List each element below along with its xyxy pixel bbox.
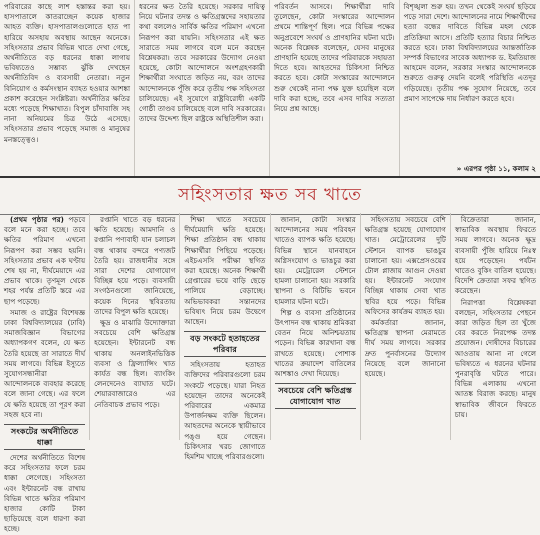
- top-article-column-3: [270, 0, 400, 176]
- top-article-text-2: ধরনের ক্ষত তৈরি হয়েছে। সরকার দায়িত্ব নিয়ে ঘটনার তদন্ত ও ক্ষতিগ্রস্তদের সহায়তার কথা বললেও সার্বিক ক্ষতির পরিমাণ এখনো নিরূপণ করা যায়নি। সহিংসতার এই ক্ষত সারাতে সময় লাগবে বলে মনে করছেন বিশ্লেষকরা। তবে সরকারের উদ্যোগ নেওয়া হয়েছে, কোটা আন্দোলনে অংশগ্রহণকারী শিক্ষার্থীরা সংঘাতে জড়িত নয়, বরং তাদের আন্দোলনকে পুঁজি করে তৃতীয় পক্ষ সহিংসতা চালিয়েছে। এই সুযোগে রাষ্ট্রবিরোধী একটি গোষ্ঠী তাণ্ডব চালিয়েছে বলে দাবি সরকারের। তাদের উদ্দেশ্য ছিল রাষ্ট্রকে অস্থিতিশীল করা।: [139, 2, 265, 124]
- top-article-column-4: [400, 0, 540, 176]
- body-column-6: [451, 213, 540, 440]
- body-column-5: [361, 213, 451, 440]
- subhead-transport: সবচেয়ে বেশি ক্ষতিগ্রস্ত যোগাযোগ খাত: [278, 385, 352, 407]
- paragraph: বিক্রেতারা জানান, স্বাভাবিক অবস্থায় ফিরতে সময় লাগবে। অনেক ক্ষুদ্র ব্যবসায়ী পুঁজি হারিয়ে নিঃস্ব হয়ে পড়েছেন। পর্যটন খাতেও বুকিং বাতিল হয়েছে। বিদেশি ক্রেতারা সফর স্থগিত করেছেন।: [454, 215, 537, 296]
- paragraph: সহিংসতায় সবচেয়ে বেশি ক্ষতিগ্রস্ত হয়েছে যোগাযোগ খাত। মেট্রোরেলের দুটি স্টেশনে ব্যাপক ভাঙচুর চালানো হয়। এক্সপ্রেসওয়ের টোল প্লাজায় আগুন দেওয়া হয়। ইন্টারনেট সংযোগ বিচ্ছিন্ন থাকায় সেবা খাত স্থবির হয়ে পড়ে। বিভিন্ন অফিসের কার্যক্রম ব্যাহত হয়।: [364, 215, 446, 316]
- top-article-column-2: [135, 0, 270, 176]
- paragraph: ক্ষুদ্র ও মাঝারি উদ্যোক্তারা সবচেয়ে বেশি ক্ষতিগ্রস্ত হয়েছেন। ইন্টারনেট বন্ধ থাকায় অনলাইনভিত্তিক ব্যবসা ও ফ্রিল্যান্সিং খাত কার্যত বন্ধ ছিল। ব্যাংকিং লেনদেনেও ব্যাঘাত ঘটে। শেয়ারবাজারেও এর নেতিবাচক প্রভাব পড়ে।: [94, 318, 176, 409]
- paragraph: সমাজ ও রাষ্ট্রের বিশেষজ্ঞ ঢাকা বিশ্ববিদ্যালয়ের (ঢাবি) সমাজবিজ্ঞান বিভাগের অধ্যাপকগণ বলেন, যে ক্ষত তৈরি হয়েছে তা সারাতে দীর্ঘ সময় লাগবে। বিভিন্ন ইস্যুতে সুযোগসন্ধানীরা আন্দোলনকে ব্যবহার করেছে বলে জানা গেছে। এর ফলে যে ক্ষতি হয়েছে তা পূরণ করা সহজ হবে না।: [4, 307, 86, 419]
- top-article: [0, 0, 540, 176]
- article-headline: সহিংসতার ক্ষত সব খাতে: [178, 185, 362, 205]
- subhead-economy: সংকটের অর্থনীতিতে ধাক্কা: [10, 426, 79, 448]
- top-article-text-1: পরিবারের কাছে লাশ হস্তান্তর করা হয়। হাসপাতালে কাতরাচ্ছেন কয়েক হাজার আহত ব্যক্তি। হাসপাতালগুলোতে হাত পা হারিয়ে অসহায় অবস্থায় আছেন অনেকে। সহিংসতার প্রভাব বিভিন্ন খাতে দেখা গেছে, অর্থনীতিতে বড় ধরনের ধাক্কা লাগায় ভবিষ্যতেও সম্ভাব্য ঝুঁকি দেখছেন অর্থনীতিবিদ ও ব্যবসায়ী নেতারা। নতুন বিনিয়োগ ও কর্মসংস্থান ব্যাহত হওয়ার আশঙ্কা প্রকাশ করেছেন সংশ্লিষ্টরা। অর্থনীতির ক্ষতির মধ্যে পড়েছে শিক্ষাখাত। বিপুল চাঁদাবাজি সহ নানা অনিয়মের চিত্র উঠে এসেছে। সহিংসতার প্রভাব পড়েছে সমাজ ও মানুষের মনস্তত্ত্বেও।: [4, 2, 130, 144]
- continuation-note: » এরপর পৃষ্ঠা ১১, কলাম ২: [456, 163, 536, 173]
- body-column-4: [271, 213, 361, 440]
- body-column-1: [0, 213, 90, 534]
- paragraph-text: পড়বে বলে মনে করা হচ্ছে। তবে ক্ষতির পরিমাণ এখনো নিরূপণ করা সম্ভব হয়নি। সহিংসতার প্রভাব এক ঘণ্টায় শেষ হয় না, দীর্ঘমেয়াদে এর প্রভাব থাকে। তৃণমূল থেকে শহর পর্যন্ত প্রতিটি স্তরে এর ছাপ পড়েছে।: [4, 215, 86, 306]
- body-column-3: [180, 213, 270, 462]
- subhead-box: [4, 424, 85, 450]
- paragraph: [4, 215, 85, 307]
- paragraph: শিল্প ও ব্যবসা প্রতিষ্ঠানের উৎপাদন বন্ধ থাকায় শ্রমিকরা বেতন নিয়ে অনিশ্চয়তায় পড়েন। বিভিন্ন কারখানা বন্ধ রাখতে হয়েছে। পোশাক খাতের ক্রয়াদেশ বাতিলের আশঙ্কাও দেখা দিয়েছে।: [274, 307, 356, 379]
- paragraph: সহিংসতায় হতাহত ব্যক্তিদের পরিবারগুলো চরম সংকটে পড়েছে। যারা নিহত হয়েছেন তাদের অনেকেই পরিবারের একমাত্র উপার্জনক্ষম ব্যক্তি ছিলেন। আহতদের অনেকে স্থায়ীভাবে পঙ্গু হয়ে গেছেন। চিকিৎসার খরচ জোগাতে হিমশিম খাচ্ছে পরিবারগুলো।: [184, 360, 266, 462]
- article-body: [0, 213, 540, 534]
- top-article-text-4: বিশৃঙ্খলা শুরু হয়। তখন থেকেই সংঘর্ষ ছড়িয়ে পড়ে সারা দেশে। আন্দোলনের নামে শিক্ষার্থীদের হত্যা বন্ধের দাবিতে বিভিন্ন মহল থেকে প্রতিক্রিয়া আসে। প্রতিটি হত্যার বিচার নিশ্চিত করতে হবে। ঢাকা বিশ্ববিদ্যালয়ের আন্তর্জাতিক সম্পর্ক বিভাগের সাবেক অধ্যাপক ড. ইমতিয়াজ আহমেদ বলেন, সরকার সংস্কার আন্দোলনকে শুরুতে গুরুত্ব দেয়নি বলেই পরিস্থিতি এতদূর গড়িয়েছে। তৃতীয় পক্ষ সুযোগ নিয়েছে, তবে প্রমাণ সাপেক্ষে দায় নির্ধারণ করতে হবে।: [403, 2, 536, 103]
- paragraph: কর্মকর্তারা জানান, ক্ষতিগ্রস্ত স্থাপনা মেরামতে দীর্ঘ সময় লাগবে। সরকার দ্রুত পুনর্বাসনের উদ্যোগ নিয়েছে বলে জানানো হয়েছে।: [364, 318, 446, 379]
- top-article-text-3: পরিবর্তন আসবে। শিক্ষার্থীরা দাবি তুলেছেন, কোটা সংস্কারের আন্দোলন প্রথমে শান্তিপূর্ণ ছিল। পরে বিভিন্ন পক্ষের অনুপ্রবেশে সংঘর্ষ ও প্রাণহানির ঘটনা ঘটে। অনেক বিশ্লেষক বলেছেন, যেসব মানুষের প্রাণহানি হয়েছে তাদের পরিবারকে সহায়তা দিতে হবে। আহতদের চিকিৎসা নিশ্চিত করতে হবে। কোটা সংস্কারের আন্দোলনে শুরু থেকেই নানা পক্ষ যুক্ত হয়েছিল বলে দাবি করা হচ্ছে, তবে এসব দাবির সত্যতা নিয়ে প্রশ্ন আছে।: [274, 2, 395, 114]
- subhead-box: [275, 383, 356, 409]
- paragraph: শিক্ষা খাতে সবচেয়ে দীর্ঘমেয়াদি ক্ষতি হয়েছে। শিক্ষা প্রতিষ্ঠান বন্ধ থাকায় শিক্ষার্থীরা পিছিয়ে পড়েছে। এইচএসসি পরীক্ষা স্থগিত করা হয়েছে। অনেক শিক্ষার্থী গ্রেপ্তারের ভয়ে বাড়ি ছেড়ে পালিয়ে বেড়াচ্ছে। অভিভাবকরা সন্তানদের ভবিষ্যৎ নিয়ে চরম উদ্বেগে আছেন।: [184, 215, 266, 327]
- paragraph-lead: (প্রথম পৃষ্ঠার পর): [10, 215, 64, 224]
- paragraph: দেশের অর্থনীতিতে বিশেষ করে সহিংসতার ফলে চরম ধাক্কা লেগেছে। সহিংসতা এবং ইন্টারনেট বন্ধ রাখায় বিভিন্ন খাতে ক্ষতির পরিমাণ হাজার কোটি টাকা ছাড়িয়েছে বলে ধারণা করা হচ্ছে।: [4, 453, 86, 534]
- body-column-2: [90, 213, 180, 440]
- paragraph: নিরাপত্তা বিশ্লেষকরা বলছেন, সহিংসতার পেছনে কারা জড়িত ছিল তা খুঁজে বের করতে নিরপেক্ষ তদন্ত প্রয়োজন। দোষীদের বিচারের আওতায় আনা না গেলে ভবিষ্যতে এ ধরনের ঘটনার পুনরাবৃত্তি ঘটতে পারে। বিভিন্ন এলাকায় এখনো আতঙ্ক বিরাজ করছে। মানুষ স্বাভাবিক জীবনে ফিরতে চায়।: [454, 297, 537, 419]
- top-article-column-1: [0, 0, 135, 176]
- paragraph: জানান, কোটা সংস্কার আন্দোলনের সময় পরিবহন খাতেও ব্যাপক ক্ষতি হয়েছে। বিভিন্ন স্থানে যানবাহনে অগ্নিসংযোগ ও ভাঙচুর করা হয়। মেট্রোরেল স্টেশনে হামলা চালানো হয়। সরকারি স্থাপনা ও বিটিভি ভবনে হামলার ঘটনা ঘটে।: [274, 215, 356, 306]
- paragraph: রপ্তানি খাতে বড় ধরনের ক্ষতি হয়েছে। আমদানি ও রপ্তানি পণ্যবাহী যান চলাচল বন্ধ থাকায় বন্দরে পণ্যজট তৈরি হয়। রাজধানীর সঙ্গে সারা দেশের যোগাযোগ বিচ্ছিন্ন হয়ে পড়ে। ব্যবসায়ী সংগঠনগুলো জানিয়েছে, কয়েক দিনের স্থবিরতায় তাদের বিপুল ক্ষতি হয়েছে।: [94, 215, 176, 316]
- headline-band: [0, 176, 540, 215]
- subhead-families: বড় সংকটে হতাহতের পরিবার: [190, 333, 260, 355]
- subhead-box: [184, 331, 265, 357]
